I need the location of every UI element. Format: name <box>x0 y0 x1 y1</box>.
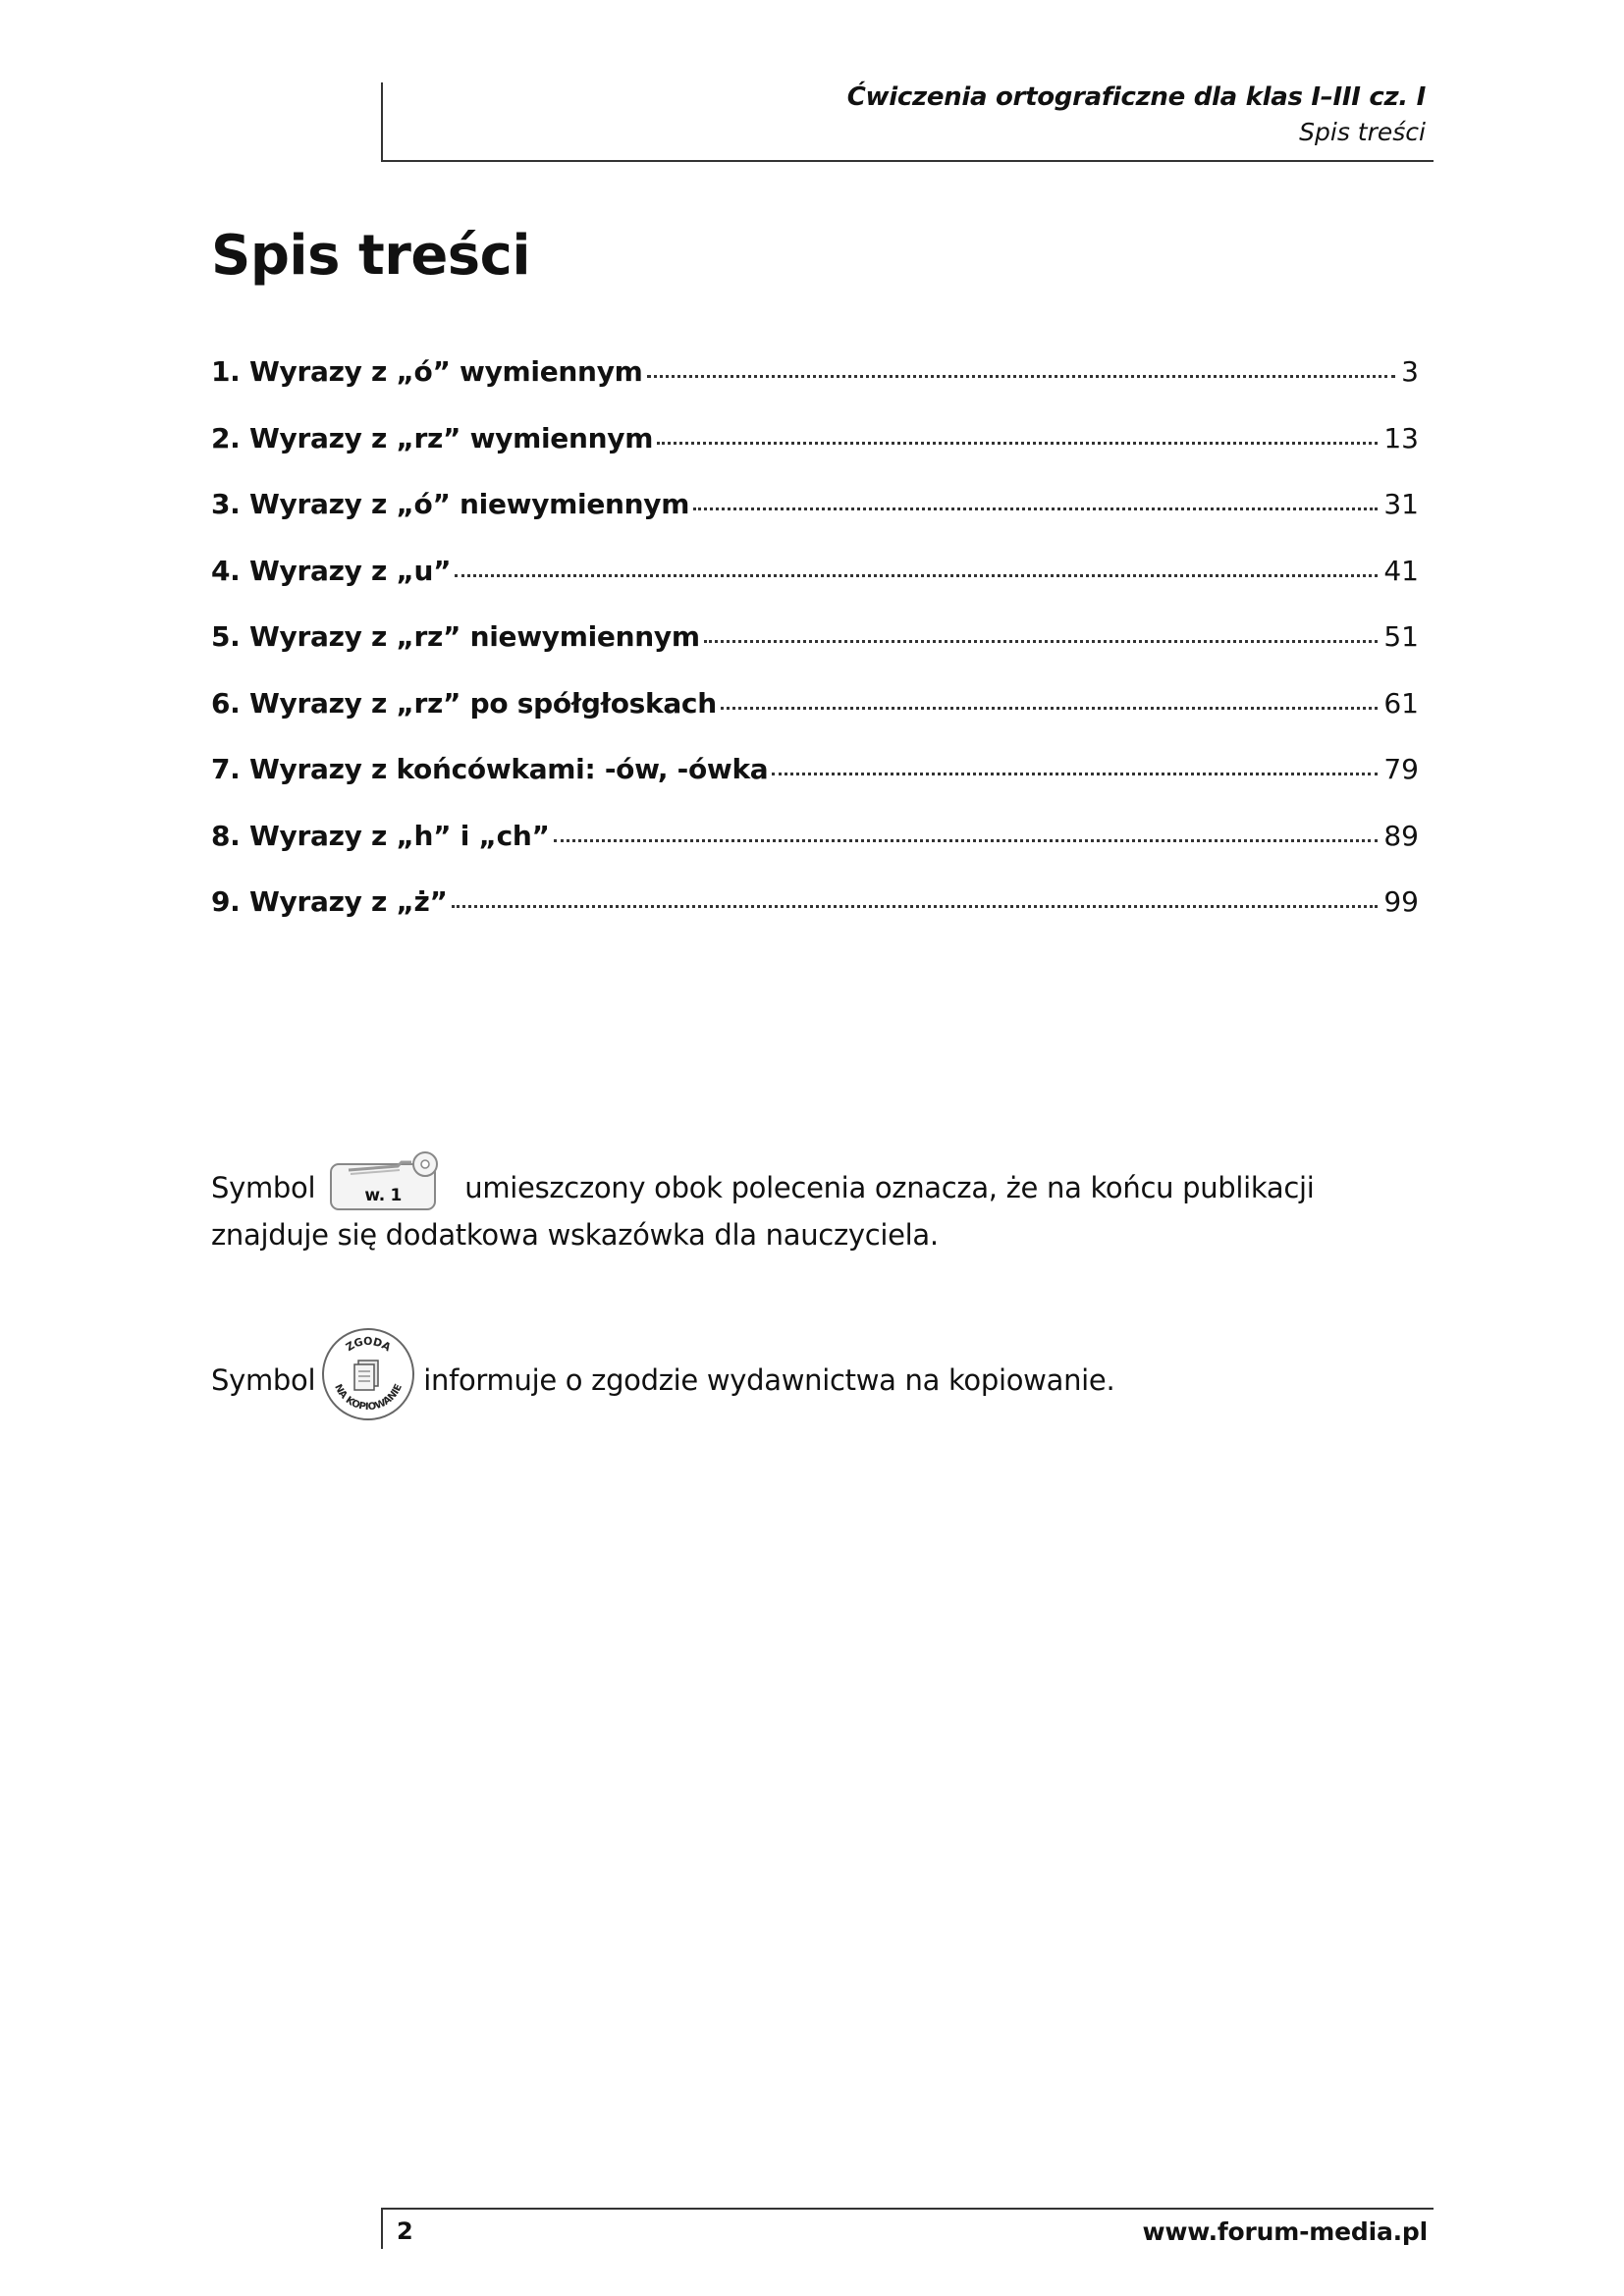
key-icon-label: w. 1 <box>364 1186 403 1205</box>
toc-entry-page: 99 <box>1383 885 1419 918</box>
toc-leader-dots <box>455 574 1378 577</box>
toc-entry[interactable] <box>211 687 1419 754</box>
stamp-text-bottom: NA KOPIOWANIE <box>332 1382 406 1414</box>
toc-entry-page: 79 <box>1383 753 1419 785</box>
stamp-symbol-note <box>211 1325 1429 1423</box>
page-number: 2 <box>397 2217 413 2245</box>
section-name: Spis treści <box>1299 118 1426 146</box>
toc-entry-label: 9. Wyrazy z „ż” <box>211 885 448 918</box>
toc-entry-page: 3 <box>1401 355 1419 388</box>
key-symbol-note <box>211 1150 1429 1258</box>
page-footer <box>381 2208 1434 2249</box>
toc-leader-dots <box>721 707 1379 710</box>
toc-entry-label: 5. Wyrazy z „rz” niewymiennym <box>211 620 700 653</box>
toc-entry-label: 8. Wyrazy z „h” i „ch” <box>211 819 550 852</box>
toc-entry-label: 6. Wyrazy z „rz” po spółgłoskach <box>211 686 717 720</box>
toc-entry-label: 2. Wyrazy z „rz” wymiennym <box>211 421 654 454</box>
toc-entry-page: 61 <box>1383 686 1419 720</box>
toc-leader-dots <box>452 905 1379 908</box>
toc-entry-page: 13 <box>1383 421 1419 454</box>
toc-entry[interactable] <box>211 885 1419 952</box>
toc-leader-dots <box>554 839 1379 842</box>
toc-entry[interactable] <box>211 555 1419 621</box>
stamp-text-top: ZGODA <box>344 1334 394 1355</box>
toc-leader-dots <box>704 640 1379 643</box>
toc-entry[interactable] <box>211 620 1419 687</box>
stamp-symbol-text: informuje o zgodzie wydawnictwa na kopiowanie. <box>423 1363 1115 1397</box>
toc-entry-label: 7. Wyrazy z końcówkami: -ów, -ówka <box>211 753 769 785</box>
website-link[interactable]: www.forum-media.pl <box>1142 2217 1428 2246</box>
toc-entry-label: 4. Wyrazy z „u” <box>211 554 452 587</box>
toc-entry[interactable] <box>211 488 1419 555</box>
toc-leader-dots <box>772 773 1378 775</box>
table-of-contents <box>211 355 1419 952</box>
copy-permission-stamp-icon <box>319 1325 417 1423</box>
toc-entry[interactable] <box>211 820 1419 886</box>
toc-entry[interactable] <box>211 753 1419 820</box>
toc-entry-page: 89 <box>1383 819 1419 852</box>
toc-entry-page: 31 <box>1383 488 1419 520</box>
page-header <box>381 82 1434 162</box>
page-title: Spis treści <box>211 224 531 288</box>
book-title: Ćwiczenia ortograficzne dla klas I–III cz. I <box>846 82 1426 112</box>
key-icon <box>329 1150 457 1211</box>
toc-leader-dots <box>657 442 1378 445</box>
toc-entry-page: 41 <box>1383 554 1419 587</box>
toc-entry[interactable] <box>211 422 1419 489</box>
toc-leader-dots <box>647 375 1396 378</box>
key-symbol-text: umieszczony obok polecenia oznacza, że na końcu publikacji znajduje się dodatkowa wskazówka dla nauczyciela. <box>211 1171 1315 1252</box>
toc-entry-page: 51 <box>1383 620 1419 653</box>
toc-leader-dots <box>693 507 1378 510</box>
toc-entry-label: 3. Wyrazy z „ó” niewymiennym <box>211 488 690 520</box>
toc-entry[interactable] <box>211 355 1419 422</box>
toc-entry-label: 1. Wyrazy z „ó” wymiennym <box>211 355 643 388</box>
stamp-symbol-prefix: Symbol <box>211 1363 316 1397</box>
key-symbol-prefix: Symbol <box>211 1171 316 1204</box>
